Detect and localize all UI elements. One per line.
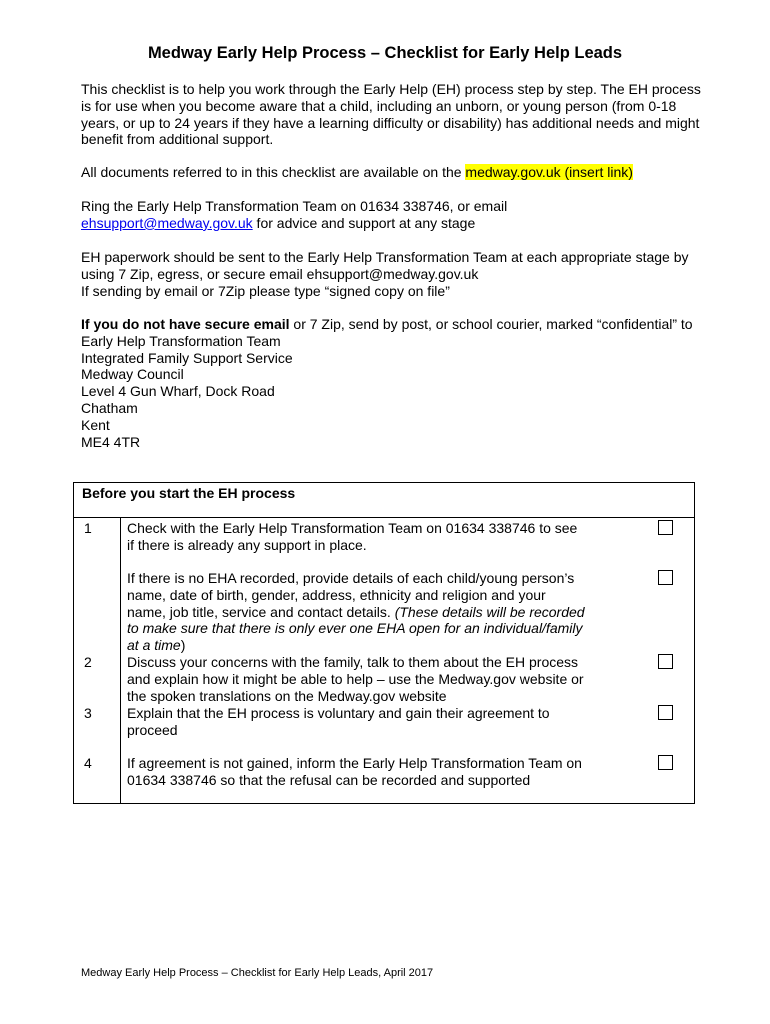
- post-bold-text: If you do not have secure email: [81, 316, 290, 332]
- checkbox[interactable]: [658, 520, 673, 535]
- address-line: Chatham: [81, 399, 138, 416]
- post-paragraph: [81, 316, 701, 450]
- column-divider: [120, 517, 121, 803]
- address-line: Level 4 Gun Wharf, Dock Road: [81, 383, 275, 400]
- address-line: Integrated Family Support Service: [81, 349, 293, 366]
- paperwork-paragraph: [81, 249, 701, 299]
- row-text: Explain that the EH process is voluntary and gain their agreement to proceed: [127, 705, 550, 738]
- row-detail-text: If there is no EHA recorded, provide details of each child/young person’s name, date of birth, gender, address, ethnicity and religion and your name, job title, service and contact details.: [127, 570, 575, 620]
- documents-text: All documents referred to in this checklist are available on the: [81, 164, 466, 180]
- row-number: 1: [84, 520, 92, 536]
- row-number: 4: [84, 755, 92, 771]
- checkbox[interactable]: [658, 755, 673, 770]
- ring-paragraph: [81, 198, 701, 232]
- email-link[interactable]: ehsupport@medway.gov.uk: [81, 214, 253, 231]
- intro-paragraph: [81, 81, 701, 148]
- row-text: Check with the Early Help Transformation Team on 01634 338746 to see if there is already any support in place.: [127, 520, 578, 553]
- checkbox[interactable]: [658, 654, 673, 669]
- paperwork-line2: If sending by email or 7Zip please type “signed copy on file”: [81, 282, 450, 299]
- address-line: Early Help Transformation Team: [81, 332, 281, 349]
- documents-paragraph: [81, 164, 701, 181]
- page-title: Medway Early Help Process – Checklist for Early Help Leads: [147, 44, 623, 62]
- checkbox[interactable]: [658, 570, 673, 585]
- address-line: ME4 4TR: [81, 433, 141, 450]
- checkbox[interactable]: [658, 705, 673, 720]
- ring-suffix: for advice and support at any stage: [252, 214, 476, 231]
- intro-text: This checklist is to help you work through the Early Help (EH) process step by step. The EH process is for use when you become aware that a child, including an unborn, or young person (from 0-18 years, or up to 24 years if they have a learning difficulty or disability) has additional needs and might benefit from additional support.: [81, 81, 701, 148]
- documents-link-highlight[interactable]: medway.gov.uk (insert link): [465, 164, 633, 180]
- row-detail-tail: ): [180, 637, 186, 654]
- ring-text: Ring the Early Help Transformation Team on 01634 338746, or email: [81, 198, 508, 214]
- row-detail-italic: (These details will be recorded to make sure that there is only ever one EHA open for an individual/family at a time: [127, 603, 585, 654]
- row-text: Discuss your concerns with the family, talk to them about the EH process and explain how it might be able to help – use the Medway.gov website or the spoken translations on the Medway.gov website: [127, 654, 584, 704]
- checklist-table: [73, 482, 695, 804]
- post-text: or 7 Zip, send by post, or school courier, marked “confidential” to: [289, 316, 693, 332]
- row-number: 3: [84, 705, 92, 721]
- paperwork-line1: EH paperwork should be sent to the Early Help Transformation Team at each appropriate stage by using 7 Zip, egress, or secure email ehsupport@medway.gov.uk: [81, 249, 689, 282]
- address-line: Kent: [81, 416, 110, 433]
- row-text: If agreement is not gained, inform the Early Help Transformation Team on 01634 338746 so that the refusal can be recorded and supported: [127, 755, 582, 788]
- table-header-text: Before you start the EH process: [82, 485, 296, 501]
- table-header: [74, 483, 694, 518]
- row-text-detail: [127, 570, 587, 654]
- page-footer: Medway Early Help Process – Checklist for Early Help Leads, April 2017: [81, 967, 434, 979]
- address-line: Medway Council: [81, 366, 184, 383]
- row-number: 2: [84, 654, 92, 670]
